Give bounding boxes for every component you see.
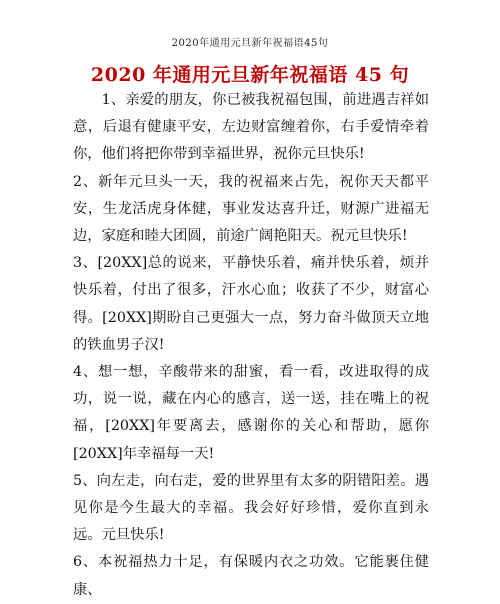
paragraph-4: 4、想一想，辛酸带来的甜蜜，看一看，改进取得的成功，说一说，藏在内心的感言，送一送，挂在嘴上的祝福，[20XX]年要离去，感谢你的关心和帮助，愿你[20XX]年幸福每一天!: [73, 364, 429, 462]
document-title: 2020 年通用元旦新年祝福语 45 句: [90, 64, 410, 86]
paragraph-2: 2、新年元旦头一天，我的祝福来占先，祝你天天都平安，生龙活虎身体健，事业发达喜升迁，财源广进福无边，家庭和睦大团圆，前途广阔艳阳天。祝元旦快乐!: [73, 173, 429, 245]
paragraph-5: 5、向左走，向右走，爱的世界里有太多的阴错阳差。遇见你是今生最大的幸福。我会好好珍惜，爱你直到永远。元旦快乐!: [73, 472, 429, 544]
paragraph-3: 3、[20XX]总的说来，平静快乐着，痛并快乐着，烦并快乐着，付出了很多，汗水心血；收获了不少，财富心得。[20XX]期盼自己更强大一点，努力奋斗做顶天立地的铁血男子汉!: [73, 255, 429, 353]
running-header: 2020年通用元旦新年祝福语45句: [171, 38, 329, 49]
document-body: [73, 87, 429, 604]
paragraph-6: 6、本祝福热力十足，有保暖内衣之功效。它能裹住健康、: [73, 554, 429, 598]
paragraph-1: 1、亲爱的朋友，你已被我祝福包围，前进遇吉祥如意，后退有健康平安，左边财富缠着你，右手爱情牵着你，他们将把你带到幸福世界，祝你元旦快乐!: [73, 92, 429, 163]
